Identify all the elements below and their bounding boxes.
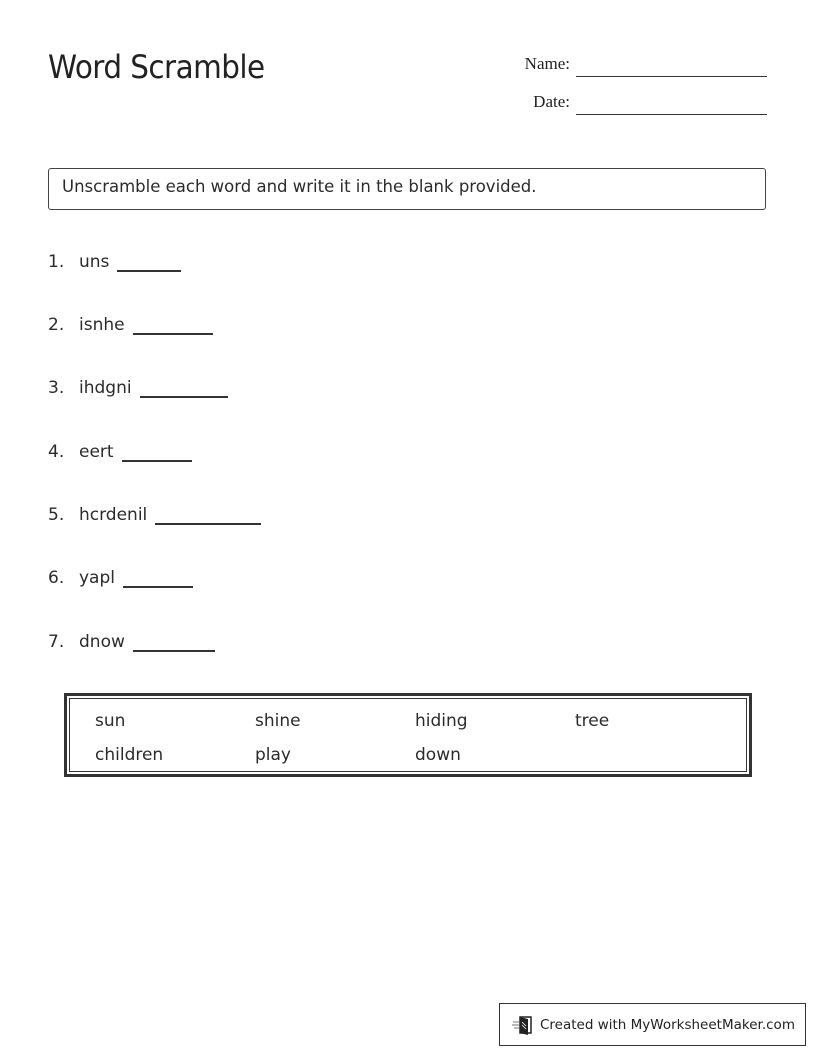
list-item xyxy=(48,632,215,652)
scrambled-word: isnhe xyxy=(79,315,125,335)
scrambled-word: eert xyxy=(79,442,114,462)
list-item xyxy=(48,378,228,398)
date-label: Date: xyxy=(533,92,570,111)
word-bank xyxy=(64,693,752,777)
name-line[interactable] xyxy=(576,76,767,77)
bank-word: down xyxy=(415,745,461,765)
list-item xyxy=(48,568,193,588)
answer-blank[interactable] xyxy=(140,396,228,398)
answer-blank[interactable] xyxy=(123,586,193,588)
list-item xyxy=(48,315,213,335)
item-number: 4. xyxy=(48,442,65,462)
page-title: Word Scramble xyxy=(48,48,265,86)
answer-blank[interactable] xyxy=(155,523,261,525)
scrambled-word: hcrdenil xyxy=(79,505,148,525)
bank-word: hiding xyxy=(415,711,468,731)
list-item xyxy=(48,505,261,525)
item-number: 7. xyxy=(48,632,65,652)
bank-word: shine xyxy=(255,711,301,731)
answer-blank[interactable] xyxy=(117,270,181,272)
name-label: Name: xyxy=(524,54,570,73)
list-item xyxy=(48,442,192,462)
item-number: 6. xyxy=(48,568,65,588)
bank-word: children xyxy=(95,745,164,765)
answer-blank[interactable] xyxy=(133,650,215,652)
scrambled-word: yapl xyxy=(79,568,115,588)
item-number: 3. xyxy=(48,378,65,398)
item-number: 2. xyxy=(48,315,65,335)
answer-blank[interactable] xyxy=(122,460,192,462)
answer-blank[interactable] xyxy=(133,333,213,335)
instructions-box: Unscramble each word and write it in the blank provided. xyxy=(48,168,766,210)
bank-word: tree xyxy=(575,711,610,731)
item-number: 5. xyxy=(48,505,65,525)
bank-word: play xyxy=(255,745,291,765)
scrambled-word: dnow xyxy=(79,632,125,652)
footer-credit[interactable] xyxy=(499,1003,806,1046)
bank-word: sun xyxy=(95,711,126,731)
date-line[interactable] xyxy=(576,114,767,115)
scrambled-word: ihdgni xyxy=(79,378,132,398)
item-number: 1. xyxy=(48,252,65,272)
worksheet-maker-logo-icon xyxy=(512,1014,534,1036)
scrambled-word: uns xyxy=(79,252,110,272)
word-bank-inner-border xyxy=(69,698,747,772)
footer-text: Created with MyWorksheetMaker.com xyxy=(540,1016,795,1033)
list-item xyxy=(48,252,181,272)
